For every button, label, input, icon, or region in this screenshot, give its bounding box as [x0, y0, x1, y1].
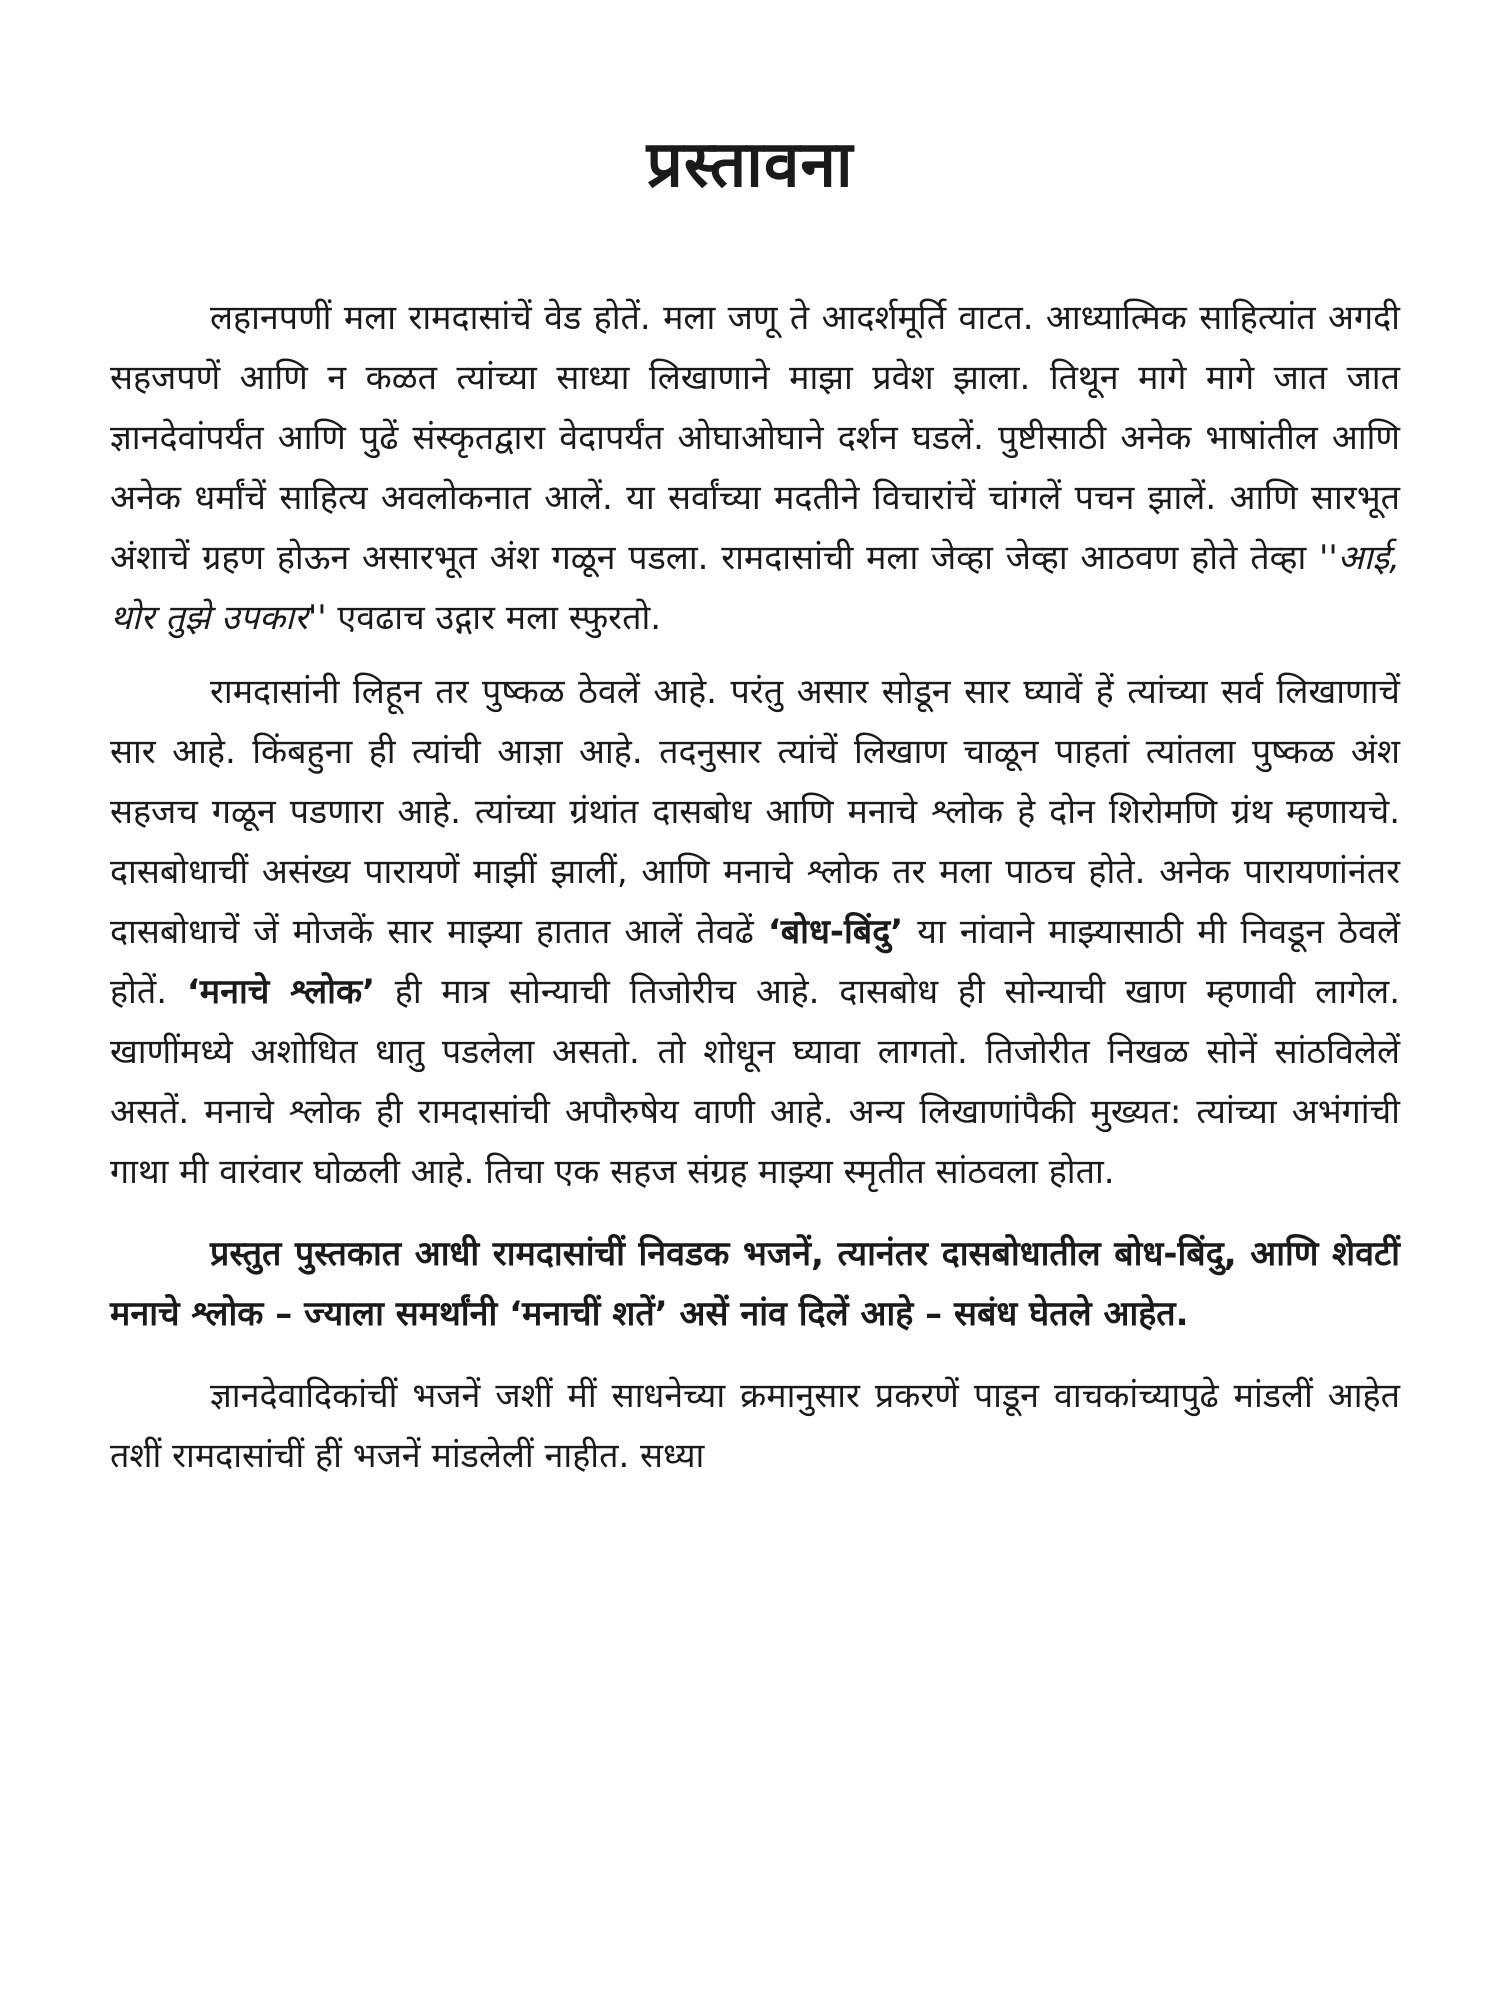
bold-term-manache-shlok: ‘मनाचे श्लोक’: [186, 972, 376, 1012]
page-title: प्रस्तावना: [646, 128, 854, 202]
paragraph-4: ज्ञानदेवादिकांचीं भजनें जशीं मीं साधनेच्या क्रमानुसार प्रकरणें पाडून वाचकांच्यापुढे मांडलीं आहेत तशीं रामदासांचीं हीं भजनें मांडलेलीं नाहीत. सध्या: [110, 1376, 1400, 1476]
body-text: [110, 288, 1400, 1486]
paragraph-1-text-2: एवढाच उद्गार मला स्फुरतो.: [337, 598, 662, 638]
paragraph-2-text-1: रामदासांनी लिहून तर पुष्कळ ठेवलें आहे. परंतु असार सोडून सार घ्यावें हें त्यांच्या सर्व लिखाणाचें सार आहे. किंबहुना ही त्यांची आज्ञा आहे. तदनुसार त्यांचें लिखाण चाळून पाहतां त्यांतला पुष्कळ अंश सहजच गळून पडणारा आहे. त्यांच्या ग्रंथांत दासबोध आणि मनाचे श्लोक हे दोन शिरोमणि ग्रंथ म्हणायचे. दासबोधाचीं असंख्य पारायणें माझीं झालीं, आणि मनाचे श्लोक तर मला पाठच होते. अनेक पारायणांनंतर दासबोधाचें जें मोजकें सार माझ्या हातात आलें तेवढें: [110, 672, 1400, 952]
paragraph-2: [110, 662, 1400, 1202]
paragraph-3: प्रस्तुत पुस्तकात आधी रामदासांचीं निवडक भजनें, त्यानंतर दासबोधातील बोध-बिंदु, आणि शेवटीं मनाचे श्लोक – ज्याला समर्थांनी ‘मनाचीं शतें’ असें नांव दिलें आहे – सबंध घेतले आहेत.: [110, 1234, 1400, 1334]
paragraph-2-text-3: ही मात्र सोन्याची तिजोरीच आहे. दासबोध ही सोन्याची खाण म्हणावी लागेल. खाणींमध्ये अशोधित धातु पडलेला असतो. तो शोधून घ्यावा लागतो. तिजोरीत निखळ सोनें सांठविलेलें असतें. मनाचे श्लोक ही रामदासांची अपौरुषेय वाणी आहे. अन्य लिखाणांपैकी मुख्यत: त्यांच्या अभंगांची गाथा मी वारंवार घोळली आहे. तिचा एक सहज संग्रह माझ्या स्मृतीत सांठवला होता.: [110, 972, 1401, 1192]
bold-term-bodh-bindu: ‘बोध-बिंदु’: [767, 912, 904, 952]
paragraph-2-text-2: या नांवाने माझ्यासाठी मी निवडून ठेवलें होतें.: [110, 912, 1400, 1012]
paragraph-1-text-1: लहानपणीं मला रामदासांचें वेड होतें. मला जणू ते आदर्शमूर्ति वाटत. आध्यात्मिक साहित्यांत अगदी सहजपणें आणि न कळत त्यांच्या साध्या लिखाणाने माझा प्रवेश झाला. तिथून मागे मागे जात जात ज्ञानदेवांपर्यंत आणि पुढें संस्कृतद्वारा वेदापर्यंत ओघाओघाने दर्शन घडलें. पुष्टीसाठी अनेक भाषांतील आणि अनेक धर्मांचें साहित्य अवलोकनात आलें. या सर्वांच्या मदतीने विचारांचें चांगलें पचन झालें. आणि सारभूत अंशाचें ग्रहण होऊन असारभूत अंश गळून पडला. रामदासांची मला जेव्हा जेव्हा आठवण होते तेव्हा: [110, 298, 1400, 578]
paragraph-1: [110, 288, 1400, 648]
quote-text: ''आई, थोर तुझे उपकार'': [110, 538, 1400, 638]
